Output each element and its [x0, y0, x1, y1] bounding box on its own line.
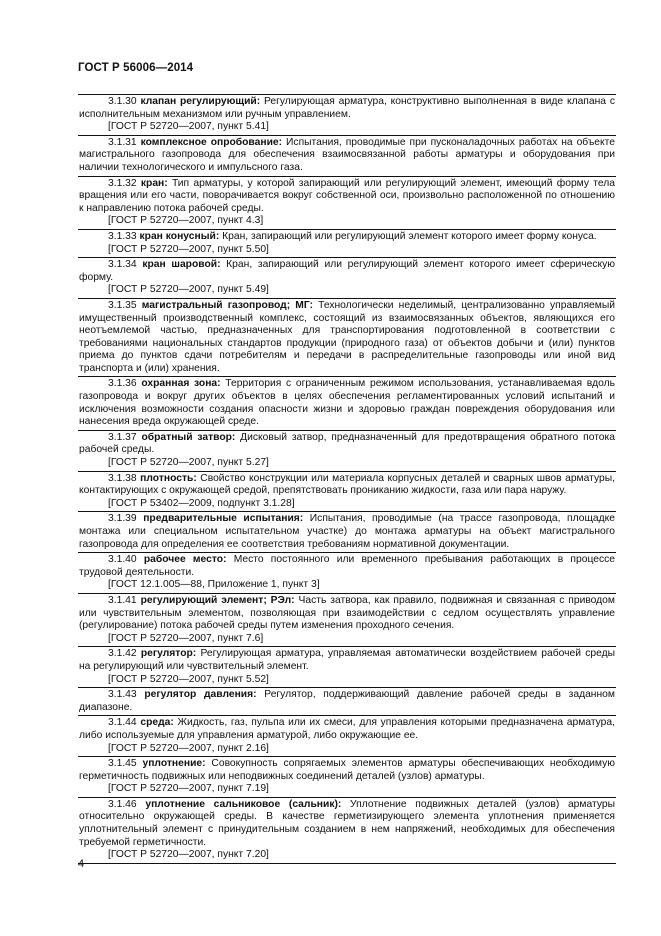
term-definition [79, 513, 615, 551]
term-definition [79, 758, 615, 783]
term-text: Совокупность сопрягаемых элементов арматуры обеспечивающих необходимую герметичность подвижных или неподвижных соединений деталей (узлов) арматуры. [79, 758, 615, 782]
term-definition [79, 717, 615, 742]
term-entry [78, 430, 616, 471]
term-definition [79, 137, 615, 175]
term-number: 3.1.37 [108, 431, 137, 443]
term-text: Тип арматуры, у которой запирающий или регулирующий элемент, имеющий форму тела вращения или его части, поворачивается вокруг собственной оси, произвольно расположенной по отношению к направлению потока рабочей среды. [79, 177, 615, 214]
term-number: 3.1.31 [108, 136, 137, 148]
term-name: регулятор: [140, 648, 197, 660]
term-text: Жидкость, газ, пульпа или их смеси, для управления которыми предназначена арматура, либо используемые для управления арматурой, либо окружающие ее. [79, 717, 615, 741]
term-definition [79, 799, 615, 849]
term-number: 3.1.44 [108, 717, 137, 729]
term-source: [ГОСТ Р 52720—2007, пункт 5.52] [108, 673, 269, 685]
term-text: Кран, запирающий или регулирующий элемент которого имеет форму конуса. [219, 230, 597, 242]
term-definition [79, 648, 615, 673]
term-name: охранная зона: [141, 378, 221, 390]
term-text: Технологически неделимый, централизованно управляемый имущественный производственный комплекс, состоящий из взаимосвязанных объектов, являющихся его неотъемлемой частью, предназначенных для транспортирования подготовленной в соответствии с требованиями национальных стандартов продукции (природного газа) от объектов добычи и (или) пунктов приема до пунктов сдачи потребителям и передачи в распределительные газопроводы или иной вид транспорта и (или) хранения. [79, 299, 615, 374]
term-name: рабочее место: [143, 554, 227, 566]
term-name: кран шаровой: [142, 259, 221, 271]
term-source: [ГОСТ Р 52720—2007, пункт 5.41] [108, 121, 269, 133]
term-number: 3.1.42 [108, 648, 137, 660]
term-entry [78, 376, 616, 429]
page-number: 4 [78, 858, 85, 870]
term-entry [78, 176, 616, 229]
term-source: [ГОСТ Р 52720—2007, пункт 4.3] [108, 215, 264, 227]
term-definition [79, 473, 615, 498]
term-entry [78, 715, 616, 756]
term-text: Испытания, проводимые при пусконаладочных работах на объекте магистрального газопровода для обеспечения взаимосвязанной работы арматуры и оборудования при наличии технологического и импульсного газа. [79, 136, 615, 173]
term-entry [78, 756, 616, 797]
term-source: [ГОСТ Р 52720—2007, пункт 5.27] [108, 457, 269, 469]
term-number: 3.1.32 [108, 177, 137, 189]
term-entry [78, 298, 616, 377]
term-definition [79, 554, 615, 579]
term-number: 3.1.46 [108, 798, 137, 810]
term-number: 3.1.34 [108, 259, 137, 271]
term-text: Территория с ограниченным режимом использования, устанавливаемая вдоль газопровода и вокруг других объектов в целях обеспечения регламентированных условий испытаний и исключения возможности создания опасности жизни и здоровью граждан повреждения оборудования или нанесения вреда окружающей среде. [79, 378, 615, 428]
term-number: 3.1.39 [108, 513, 137, 525]
term-number: 3.1.35 [108, 299, 137, 311]
term-source: [ГОСТ Р 53402—2009, подпункт 3.1.28] [108, 497, 295, 509]
term-definition [79, 259, 615, 284]
term-number: 3.1.40 [108, 554, 137, 566]
term-name: магистральный газопровод; МГ: [141, 299, 313, 311]
term-text: Регулятор, поддерживающий давление рабочей среды в заданном диапазоне. [79, 689, 615, 713]
term-text: Место постоянного или временного пребывания работающих в процессе трудовой деятельности. [79, 554, 615, 578]
term-number: 3.1.41 [108, 594, 137, 606]
term-definition [79, 231, 615, 244]
term-source: [ГОСТ Р 52720—2007, пункт 2.16] [108, 742, 269, 754]
term-entry [78, 687, 616, 715]
term-source: [ГОСТ Р 52720—2007, пункт 7.20] [108, 849, 269, 861]
term-name: регулятор давления: [144, 689, 257, 701]
term-definition [79, 432, 615, 457]
term-name: плотность: [140, 472, 197, 484]
term-name: комплексное опробование: [140, 136, 283, 148]
term-source: [ГОСТ Р 52720—2007, пункт 5.50] [108, 243, 269, 255]
term-name: уплотнение: [142, 758, 206, 770]
term-number: 3.1.45 [108, 758, 137, 770]
term-source: [ГОСТ Р 52720—2007, пункт 5.49] [108, 284, 269, 296]
term-entry [78, 511, 616, 552]
term-text: Дисковый затвор, предназначенный для предотвращения обратного потока рабочей среды. [79, 431, 615, 456]
term-text: Регулирующая арматура, конструктивно выполненная в виде клапана с исполнительным механизмом или ручным управлением. [79, 96, 615, 120]
term-source: [ГОСТ Р 52720—2007, пункт 7.19] [108, 783, 269, 795]
term-definition [79, 96, 615, 121]
term-entry [78, 94, 616, 135]
term-definition [79, 689, 615, 714]
term-entry [78, 552, 616, 593]
term-name: предварительные испытания: [143, 513, 304, 525]
term-source: [ГОСТ Р 52720—2007, пункт 7.6] [108, 632, 264, 644]
term-text: Уплотнение подвижных деталей (узлов) арматуры относительно окружающей среды. В качестве герметизирующего элемента уплотнения применяется уплотнительный элемент с принудительным созданием в нем напряжений, необходимых для обеспечения требуемой герметичности. [79, 798, 615, 848]
term-definition [79, 595, 615, 633]
term-definition [79, 378, 615, 428]
term-entry [78, 257, 616, 298]
term-entry [78, 229, 616, 257]
term-number: 3.1.38 [108, 472, 137, 484]
term-entry [78, 593, 616, 646]
term-name: клапан регулирующий: [140, 96, 261, 107]
term-text: Испытания, проводимые (на трассе газопровода, площадке монтажа или специальном испытательном участке) до монтажа арматуры на объект магистрального газопровода для определения ее соответствия требованиям нормативной документации. [79, 513, 615, 550]
term-source: [ГОСТ 12.1.005—88, Приложение 1, пункт 3] [108, 579, 320, 591]
term-entry [78, 797, 616, 864]
term-number: 3.1.30 [108, 96, 137, 107]
term-entry [78, 471, 616, 512]
term-name: кран: [140, 177, 168, 189]
term-number: 3.1.43 [108, 689, 137, 701]
term-name: уплотнение сальниковое (сальник): [145, 798, 342, 810]
term-name: среда: [140, 717, 174, 729]
terms-list [78, 94, 616, 864]
term-text: Регулирующая арматура, управляемая автоматически воздействием рабочей среды на регулирующий или чувствительный элемент. [79, 648, 615, 672]
term-name: кран конусный: [139, 230, 220, 242]
term-number: 3.1.33 [108, 230, 137, 242]
term-definition [79, 300, 615, 376]
term-entry [78, 135, 616, 176]
term-text: Свойство конструкции или материала корпусных деталей и сварных швов арматуры, контактирующих с окружающей средой, препятствовать прониканию жидкости, газа или пара наружу. [79, 472, 615, 497]
term-name: обратный затвор: [141, 431, 236, 443]
term-text: Кран, запирающий или регулирующий элемент которого имеет сферическую форму. [79, 259, 615, 283]
term-definition [79, 178, 615, 216]
term-number: 3.1.36 [108, 378, 137, 390]
term-text: Часть затвора, как правило, подвижная и связанная с приводом или чувствительным элементом, позволяющая при взаимодействии с седлом осуществлять управление (регулирование) потока рабочей среды путем изменения проходного сечения. [79, 594, 615, 632]
term-entry [78, 646, 616, 687]
document-code: ГОСТ Р 56006—2014 [78, 62, 194, 74]
term-name: регулирующий элемент; РЭл: [140, 594, 295, 606]
